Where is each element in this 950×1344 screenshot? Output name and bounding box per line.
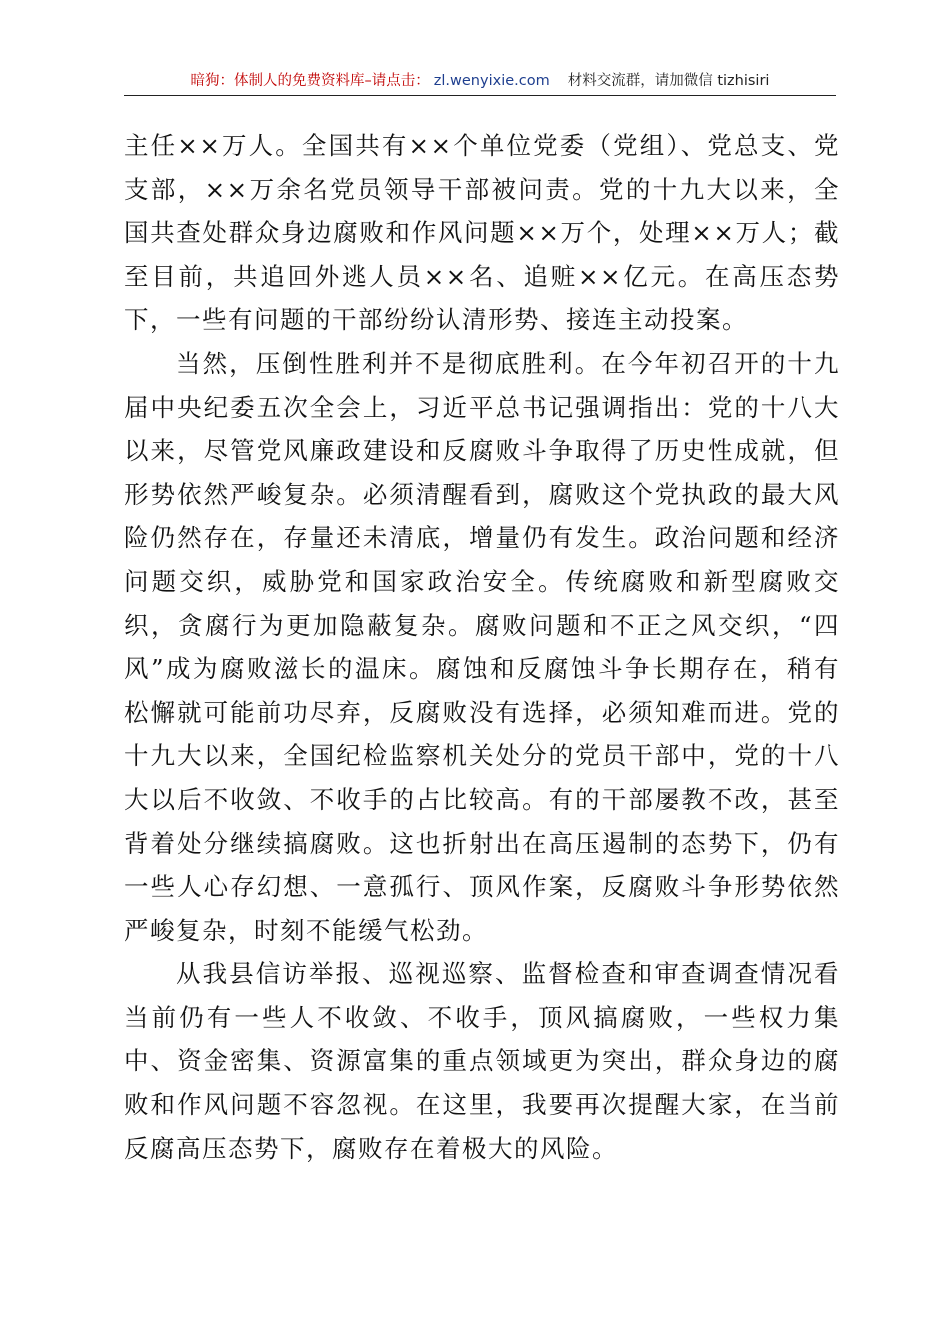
header-url-link[interactable]: zl.wenyixie.com xyxy=(433,73,550,89)
page-header xyxy=(124,70,836,92)
paragraph-2: 当然，压倒性胜利并不是彻底胜利。在今年初召开的十九届中央纪委五次全会上，习近平总书记强调指出：党的十八大以来，尽管党风廉政建设和反腐败斗争取得了历史性成就，但形势依然严峻复杂。必须清醒看到，腐败这个党执政的最大风险仍然存在，存量还未清底，增量仍有发生。政治问题和经济问题交织，威胁党和国家政治安全。传统腐败和新型腐败交织，贪腐行为更加隐蔽复杂。腐败问题和不正之风交织，“四风”成为腐败滋长的温床。腐蚀和反腐蚀斗争长期存在，稍有松懈就可能前功尽弃，反腐败没有选择，必须知难而进。党的十九大以来，全国纪检监察机关处分的党员干部中，党的十八大以后不收敛、不收手的占比较高。有的干部屡教不改，甚至背着处分继续搞腐败。这也折射出在高压遏制的态势下，仍有一些人心存幻想、一意孤行、顶风作案，反腐败斗争形势依然严峻复杂，时刻不能缓气松劲。 xyxy=(124,348,840,945)
header-contact-note: 材料交流群，请加微信 tizhisiri xyxy=(567,73,770,89)
paragraph-3: 从我县信访举报、巡视巡察、监督检查和审查调查情况看当前仍有一些人不收敛、不收手，顶风搞腐败，一些权力集中、资金密集、资源富集的重点领域更为突出，群众身边的腐败和作风问题不容忽视。在这里，我要再次提醒大家，在当前反腐高压态势下，腐败存在着极大的风险。 xyxy=(124,959,840,1163)
paragraph-1: 主任××万人。全国共有××个单位党委（党组）、党总支、党支部，××万余名党员领导干部被问责。党的十九大以来，全国共查处群众身边腐败和作风问题××万个，处理××万人；截至目前，共追回外逃人员××名、追赃××亿元。在高压态势下，一些有问题的干部纷纷认清形势、接连主动投案。 xyxy=(124,131,840,335)
document-body xyxy=(124,124,840,1170)
header-click-label: –请点击： xyxy=(364,73,430,89)
header-divider xyxy=(124,95,836,96)
header-site-name: 暗狗：体制人的免费资料库 xyxy=(190,73,365,89)
